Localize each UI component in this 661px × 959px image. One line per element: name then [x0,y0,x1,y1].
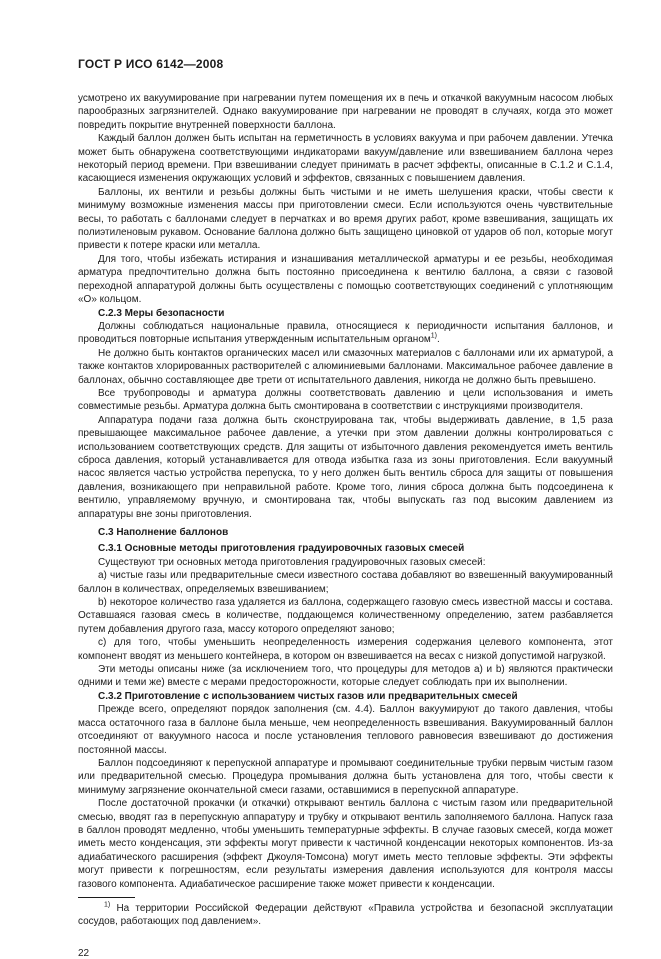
footnote [78,902,613,929]
clause-heading: С.3.1 Основные методы приготовления градуировочных газовых смесей [98,543,465,555]
footnote-text: На территории Российской Федерации действуют «Правила устройства и безопасной эксплуатации сосудов, работающих под давлением». [78,902,613,928]
list-item: c) для того, чтобы уменьшить неопределенность измерения содержания целевого компонента, этот компонент вводят из меньшего контейнера, в котором он взвешивается на весах с низкой допустимой нагрузкой. [78,637,613,662]
document-header-standard-number: ГОСТ Р ИСО 6142—2008 [78,57,224,71]
paragraph: Баллоны, их вентили и резьбы должны быть чистыми и не иметь шелушения краски, чтобы свести к минимуму возможные изменения массы при приготовлении смеси. Если используются очень чувствительные весы, то работать с баллонами следует в перчатках и во время других работ, кроме взвешивания, защищать их полиэтиленовым рукавом. Основание баллона должно быть защищено циновкой от ударов об пол, которые могут привести к потере краски или металла. [78,186,613,252]
paragraph: усмотрено их вакуумирование при нагревании путем помещения их в печь и откачкой вакуумным насосом любых парообразных загрязнителей. Однако вакуумирование при нагревании не проводят в случаях, когда это может повредить покрытие внутренней поверхности баллона. [78,93,613,131]
paragraph: Существуют три основных метода приготовления градуировочных газовых смесей: [98,556,486,568]
footnote-marker: 1) [104,901,111,909]
paragraph-text: Должны соблюдаться национальные правила, относящиеся к периодичности испытания баллонов, и проводиться повторные испытания утвержденным испытательным органом [78,320,613,346]
footnote-ref: 1) [430,332,437,340]
paragraph: Для того, чтобы избежать истирания и изнашивания металлической арматуры и ее резьбы, необходимая арматура предпочтительно должна быть постоянно присоединена к вентилю баллона, а связи с газовой переходной аппаратурой должны быть осуществлены с помощью соответствующих соединений с уплотняющим «О» кольцом. [78,253,613,306]
paragraph: После достаточной прокачки (и откачки) открывают вентиль баллона с чистым газом или предварительной смесью, вводят газ в перепускную аппаратуру и трубку и открывают вентиль заполняемого баллона. Напуск газа в баллон проводят медленно, чтобы уменьшить температурные эффекты. В случае газовых смесей, когда может иметь место конденсация, эти эффекты могут привести к частичной конденсации некоторых компонентов. Из-за адиабатического расширения (эффект Джоуля-Томсона) могут иметь место тепловые эффекты. Эти эффекты могут привести к погрешностям, если результаты измерения давления используются для контроля массы газового компонента. Адиабатическое расширение также может привести к конденсации. [78,798,613,890]
clause-heading: С.2.3 Меры безопасности [98,307,225,319]
paragraph-with-footnote-ref [78,320,613,347]
paragraph: Не должно быть контактов органических масел или смазочных материалов с баллонами или их арматурой, а также контактов хлорированных растворителей с алюминиевыми баллонами. Максимальное рабочее давление в баллонах, обычно составляющее две трети от испытательного давления, никогда не должно быть превышено. [78,347,613,386]
paragraph: Все трубопроводы и арматура должны соответствовать давлению и цели использования и иметь совместимые резьбы. Арматура должна быть смонтирована в соответствии с инструкциями производителя. [78,387,613,413]
clause-heading: С.3.2 Приготовление с использованием чистых газов или предварительных смесей [98,690,518,702]
list-item: b) некоторое количество газа удаляется из баллона, содержащего газовую смесь известной массы и состава. Оставшаяся газовая смесь в количестве, поддающемся количественному определению, затем разбавляется путем добавления другого газа, массу которого определяют заново; [78,597,613,635]
paragraph-text-after: . [437,334,440,346]
paragraph: Эти методы описаны ниже (за исключением того, что процедуры для методов a) и b) являются практически одними и теми же) вместе с мерами предосторожности, которые следует соблюдать при их выполнении. [78,664,613,689]
list-item: a) чистые газы или предварительные смеси известного состава добавляют во взвешенный вакуумированный баллон в количествах, определяемых взвешиванием; [78,570,613,595]
paragraph: Аппаратура подачи газа должна быть сконструирована так, чтобы выдерживать давление, в 1,5 раза превышающее максимальное рабочее давление, а утечки при этом давлении должны контролироваться с использованием соответствующих средств. Для защиты от избыточного давления рекомендуется иметь вентиль сброса давления, который устанавливается для отвода избытка газа из зоны приготовления. Если вакуумный насос является частью устройства перепуска, то у него должен быть вентиль сброса для защиты от повышения давления, возникающего при неправильной работе. Кроме того, линия сброса должна быть подсоединена к вентилю, управляемому вручную, и смонтирована так, чтобы выпускать газ под высоким давлением из аппаратуры вне зоны приготовления. [78,414,613,520]
footnote-area [78,897,613,929]
page-number: 22 [78,947,90,959]
section-heading: С.3 Наполнение баллонов [98,527,229,538]
paragraph: Каждый баллон должен быть испытан на герметичность в условиях вакуума и при рабочем давлении. Утечка может быть обнаружена соответствующими индикаторами вакуум/давление или взвешиванием баллона через некоторый период времени. При взвешивании следует принимать в расчет эффекты, описанные в С.1.2 и С.1.4, касающиеся изменения окружающих условий и эффектов, связанных с повышением давления. [78,133,613,185]
document-body [78,92,613,891]
footnote-separator-rule [78,897,135,898]
paragraph: Прежде всего, определяют порядок заполнения (см. 4.4). Баллон вакуумируют до такого давления, чтобы масса остаточного газа в баллоне была меньше, чем неопределенность взвешивания. Вакуумированный баллон отсоединяют от вакуумного насоса и после установления теплового равновесия взвешивают до достижения постоянной массы. [78,704,613,756]
paragraph: Баллон подсоединяют к перепускной аппаратуре и промывают соединительные трубки первым чистым газом или предварительной смесью. Процедура промывания должна быть установлена для того, чтобы свести к минимуму загрязнение окончательной смеси газами, оставшимися в перепускной аппаратуре. [78,757,613,796]
